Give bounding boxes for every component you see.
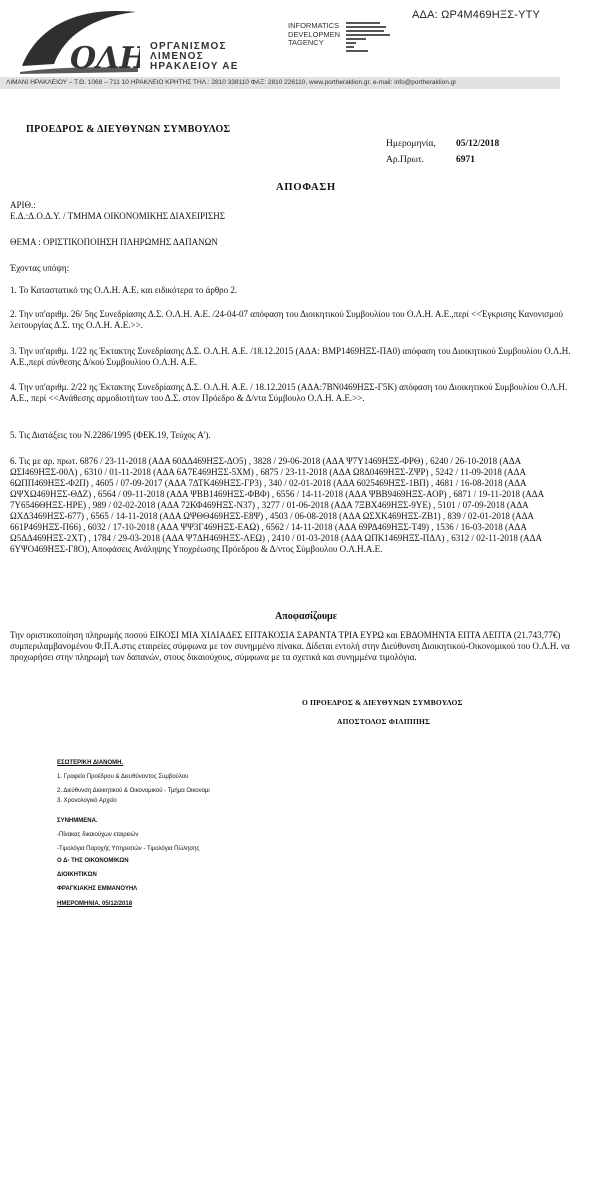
- ada-code: ΑΔΑ: ΩΡ4Μ469ΗΞΣ-ΥΤΥ: [412, 9, 541, 21]
- attachments-heading: ΣΥΝΗΜΜΕΝΑ.: [57, 818, 98, 824]
- distribution-item: 1. Γραφείο Προέδρου & Διευθύνοντος Συμβούλου: [57, 774, 189, 780]
- decision-text: Την οριστικοποίηση πληρωμής ποσού ΕΙΚΟΣΙ ΜΙΑ ΧΙΛΙΑΔΕΣ ΕΠΤΑΚΟΣΙΑ ΣΑΡΑΝΤΑ ΤΡΙΑ ΕΥΡΩ και ΕΒΔΟΜΗΝΤΑ ΕΠΤΑ ΛΕΠΤΑ (21.743,77€) συμπεριλαμβανομένου Φ.Π.Α.στις εταιρείες σύμφωνα με τον συνημμένο πίνακα. Δίδεται εντολή στην Διεύθυνση Διοικητικού-Οικονομικού του Ο.Λ.Η. να προχωρήσει στην πληρωμή των δαπανών, στους δικαιούχους, σύμφωνα με τα σχετικά και συνημμένα τιμολόγια.: [10, 630, 570, 662]
- consideration-item: 6. Τις με αρ. πρωτ. 6876 / 23-11-2018 (ΑΔΑ 60ΔΔ469ΗΞΣ-ΔΟ5) , 3828 / 29-06-2018 (ΑΔΑ Ψ7Υ1469ΗΞΣ-ΦΡΘ) , 6240 / 26-10-2018 (ΑΔΑ ΩΣΙ469ΗΞΣ-00Λ) , 6310 / 01-11-2018 (ΑΔΑ 6Α7Ε469ΗΞΣ-5ΧΜ) , 6875 / 23-11-2018 (ΑΔΑ Ω8Δ0469ΗΞΣ-ΖΨΡ) , 5242 / 11-09-2018 (ΑΔΑ 6ΩΠΠ469ΗΞΣ-Φ2Π) , 4605 / 07-09-2017 (ΑΔΑ 7ΔΤΚ469ΗΞΣ-ΓΡ3) , 340 / 02-01-2018 (ΑΔΑ 6025469ΗΞΣ-1ΒΠ) , 4681 / 16-08-2018 (ΑΔΑ ΩΨΧΩ469ΗΞΣ-ΘΔΖ) , 6564 / 09-11-2018 (ΑΔΑ ΨΒΒ1469ΗΞΣ-ΦΒΦ) , 6556 / 14-11-2018 (ΑΔΑ ΨΒΒ9469ΗΞΣ-ΑΟΡ) , 6871 / 19-11-2018 (ΑΔΑ 7Υ6546ΘΗΞΣ-ΗΡΕ) , 989 / 02-02-2018 (ΑΔΑ 72ΚΦ469ΗΞΣ-Ν37) , 3277 / 01-06-2018 (ΑΔΑ 7ΞΒΧ469ΗΞΣ-9ΥΕ) , 5101 / 07-09-2018 (ΑΔΑ ΩΧΔ3469ΗΞΣ-677) , 6565 / 14-11-2018 (ΑΔΑ ΩΨΘΘ469ΗΞΣ-Ε8Ψ) , 4503 / 06-08-2018 (ΑΔΑ ΩΣΧΚ469ΗΞΣ-ΖΒ1) , 839 / 02-01-2018 (ΑΔΑ 661Ρ469ΗΞΣ-Π66) , 6032 / 17-10-2018 (ΑΔΑ ΨΨ3Γ469ΗΞΣ-ΕΑΩ) , 6562 / 14-11-2018 (ΑΔΑ 69ΡΔ469ΗΞΣ-Τ49) , 1536 / 16-03-2018 (ΑΔΑ Ω5ΔΔ469ΗΞΣ-2ΧΤ) , 1784 / 29-03-2018 (ΑΔΑ Ψ7ΔΗ469ΗΞΣ-ΛΕΩ) , 2410 / 01-03-2018 (ΑΔΑ ΩΠΚ1469ΗΞΣ-ΠΔΛ) , 6312 / 02-11-2018 (ΑΔΑ 6ΥΨΟ469ΗΞΣ-Γ8Ο), Αποφάσεις Ανάληψης Υποχρέωσης Πρόεδρου & Δ/ντος Σύμβουλου Ο.Λ.Η.Α.Ε.: [10, 456, 544, 554]
- consideration-item: 4. Την υπ'αριθμ. 2/22 ης Έκτακτης Συνεδρίασης Δ.Σ. Ο.Λ.Η. Α.Ε. / 18.12.2015 (ΑΔΑ:7ΒΝ0469ΗΞΣ-Γ5Κ) απόφαση του Διοικητικού Συμβουλίου Ο.Λ.Η. Α.Ε., περί <<Ανάθεσης αρμοδιοτήτων του Δ.Σ. στον Πρόεδρο & Δ/ντα Σύμβουλο Ο.Λ.Η. Α.Ε.>>.: [10, 382, 568, 403]
- consideration-item: 5. Τις Διατάξεις του Ν.2286/1995 (ΦΕΚ.19, Τεύχος Α').: [10, 430, 211, 440]
- footer-line: Ο Δ- ΤΗΣ ΟΙΚΟΝΟΜΙΚΩΝ: [57, 858, 129, 864]
- footer-line: ΔΙΟΙΚΗΤΙΚΩΝ: [57, 872, 97, 878]
- considering-label: Έχοντας υπόψη:: [10, 263, 70, 273]
- digital-signature-stamp: [346, 22, 406, 57]
- informatics-agency: INFORMATICS DEVELOPMEN TAGENCY: [288, 21, 341, 47]
- signature-stamp-icon: [346, 22, 406, 56]
- protocol-value: 6971: [456, 155, 475, 165]
- protocol-label: Αρ.Πρωτ.: [386, 155, 425, 165]
- attachment-item: -Πίνακας δικαιούχων εταιρειών: [57, 832, 139, 838]
- decision-heading: Αποφασίζουμε: [275, 611, 337, 622]
- consideration-item: 3. Την υπ'αριθμ. 1/22 ης Έκτακτης Συνεδρίασης Δ.Σ. Ο.Λ.Η. Α.Ε. /18.12.2015 (ΑΔΑ: ΒΜΡ1469ΗΞΣ-ΠΑ0) απόφαση του Διοικητικού Συμβουλίου Ο.Λ.Η. Α.Ε.,περί σύνθεσης Δ/κού Συμβουλίου Ο.Λ.Η. Α.Ε.: [10, 346, 571, 367]
- distribution-item: 2. Διεύθυνση Διοικητικού & Οικονομικού - Τμήμα Οικονομι: [57, 788, 210, 794]
- olh-logo: [18, 6, 140, 78]
- date-value: 05/12/2018: [456, 139, 500, 149]
- footer-line: ΦΡΑΓΚΙΑΚΗΣ ΕΜΜΑΝΟΥΗΛ: [57, 886, 138, 892]
- distribution-item: 3. Χρονολογικό Αρχείο: [57, 798, 117, 804]
- subject: ΘΕΜΑ : ΟΡΙΣΤΙΚΟΠΟΙΗΣΗ ΠΛΗΡΩΜΗΣ ΔΑΠΑΝΩΝ: [10, 237, 218, 247]
- sender: ΠΡΟΕΔΡΟΣ & ΔΙΕΥΘΥΝΩΝ ΣΥΜΒΟΥΛΟΣ: [26, 124, 231, 135]
- distribution-heading: ΕΣΩΤΕΡΙΚΗ ΔΙΑΝΟΜΗ.: [57, 760, 124, 766]
- organization-name: ΟΡΓΑΝΙΣΜΟΣ ΛΙΜΕΝΟΣ ΗΡΑΚΛΕΙΟΥ ΑΕ: [150, 41, 239, 72]
- consideration-item: 2. Την υπ'αριθμ. 26/ 5ης Συνεδρίασης Δ.Σ. Ο.Λ.Η. Α.Ε. /24-04-07 απόφαση του Διοικητικού Συμβουλίου του Ο.Λ.Η. Α.Ε.,περί <<Έγκρισης Κανονισμού λειτουργίας Δ.Σ. της Ο.Λ.Η. Α.Ε.>>.: [10, 309, 563, 330]
- signature-name: ΑΠΟΣΤΟΛΟΣ ΦΙΛΙΠΠΗΣ: [337, 717, 431, 726]
- logo-text: ΟΛΗ: [70, 41, 140, 76]
- consideration-item: 1. Το Καταστατικό της Ο.Λ.Η. Α.Ε. και ειδικότερα το άρθρο 2.: [10, 285, 238, 295]
- date-label: Ημερομηνία,: [386, 139, 436, 149]
- attachment-item: -Τιμολόγια Παροχής Υπηρεσιών - Τιμολόγια Πώλησης: [57, 846, 200, 852]
- wave-logo-icon: [18, 6, 140, 78]
- contact-info: ΛΙΜΑΝΙ ΗΡΑΚΛΕΙΟΥ – Τ.Θ. 1068 – 711 10 ΗΡΑΚΛΕΙΟ ΚΡΗΤΗΣ ΤΗΛ.: 2810 338110 ΦΑΞ: 2810 226110, www.portheraklion.gr, e-mail: info@portheraklion.gr: [6, 79, 457, 86]
- document-title: ΑΠΟΦΑΣΗ: [276, 182, 336, 193]
- department: Ε.Δ.:Δ.Ο.Δ.Υ. / ΤΜΗΜΑ ΟΙΚΟΝΟΜΙΚΗΣ ΔΙΑΧΕΙΡΙΣΗΣ: [10, 211, 225, 221]
- footer-date: ΗΜΕΡΟΜΗΝΙΑ. 05/12/2018: [57, 901, 133, 907]
- signature-role: Ο ΠΡΟΕΔΡΟΣ & ΔΙΕΥΘΥΝΩΝ ΣΥΜΒΟΥΛΟΣ: [302, 698, 463, 707]
- arith-label: ΑΡΙΘ.:: [10, 200, 36, 210]
